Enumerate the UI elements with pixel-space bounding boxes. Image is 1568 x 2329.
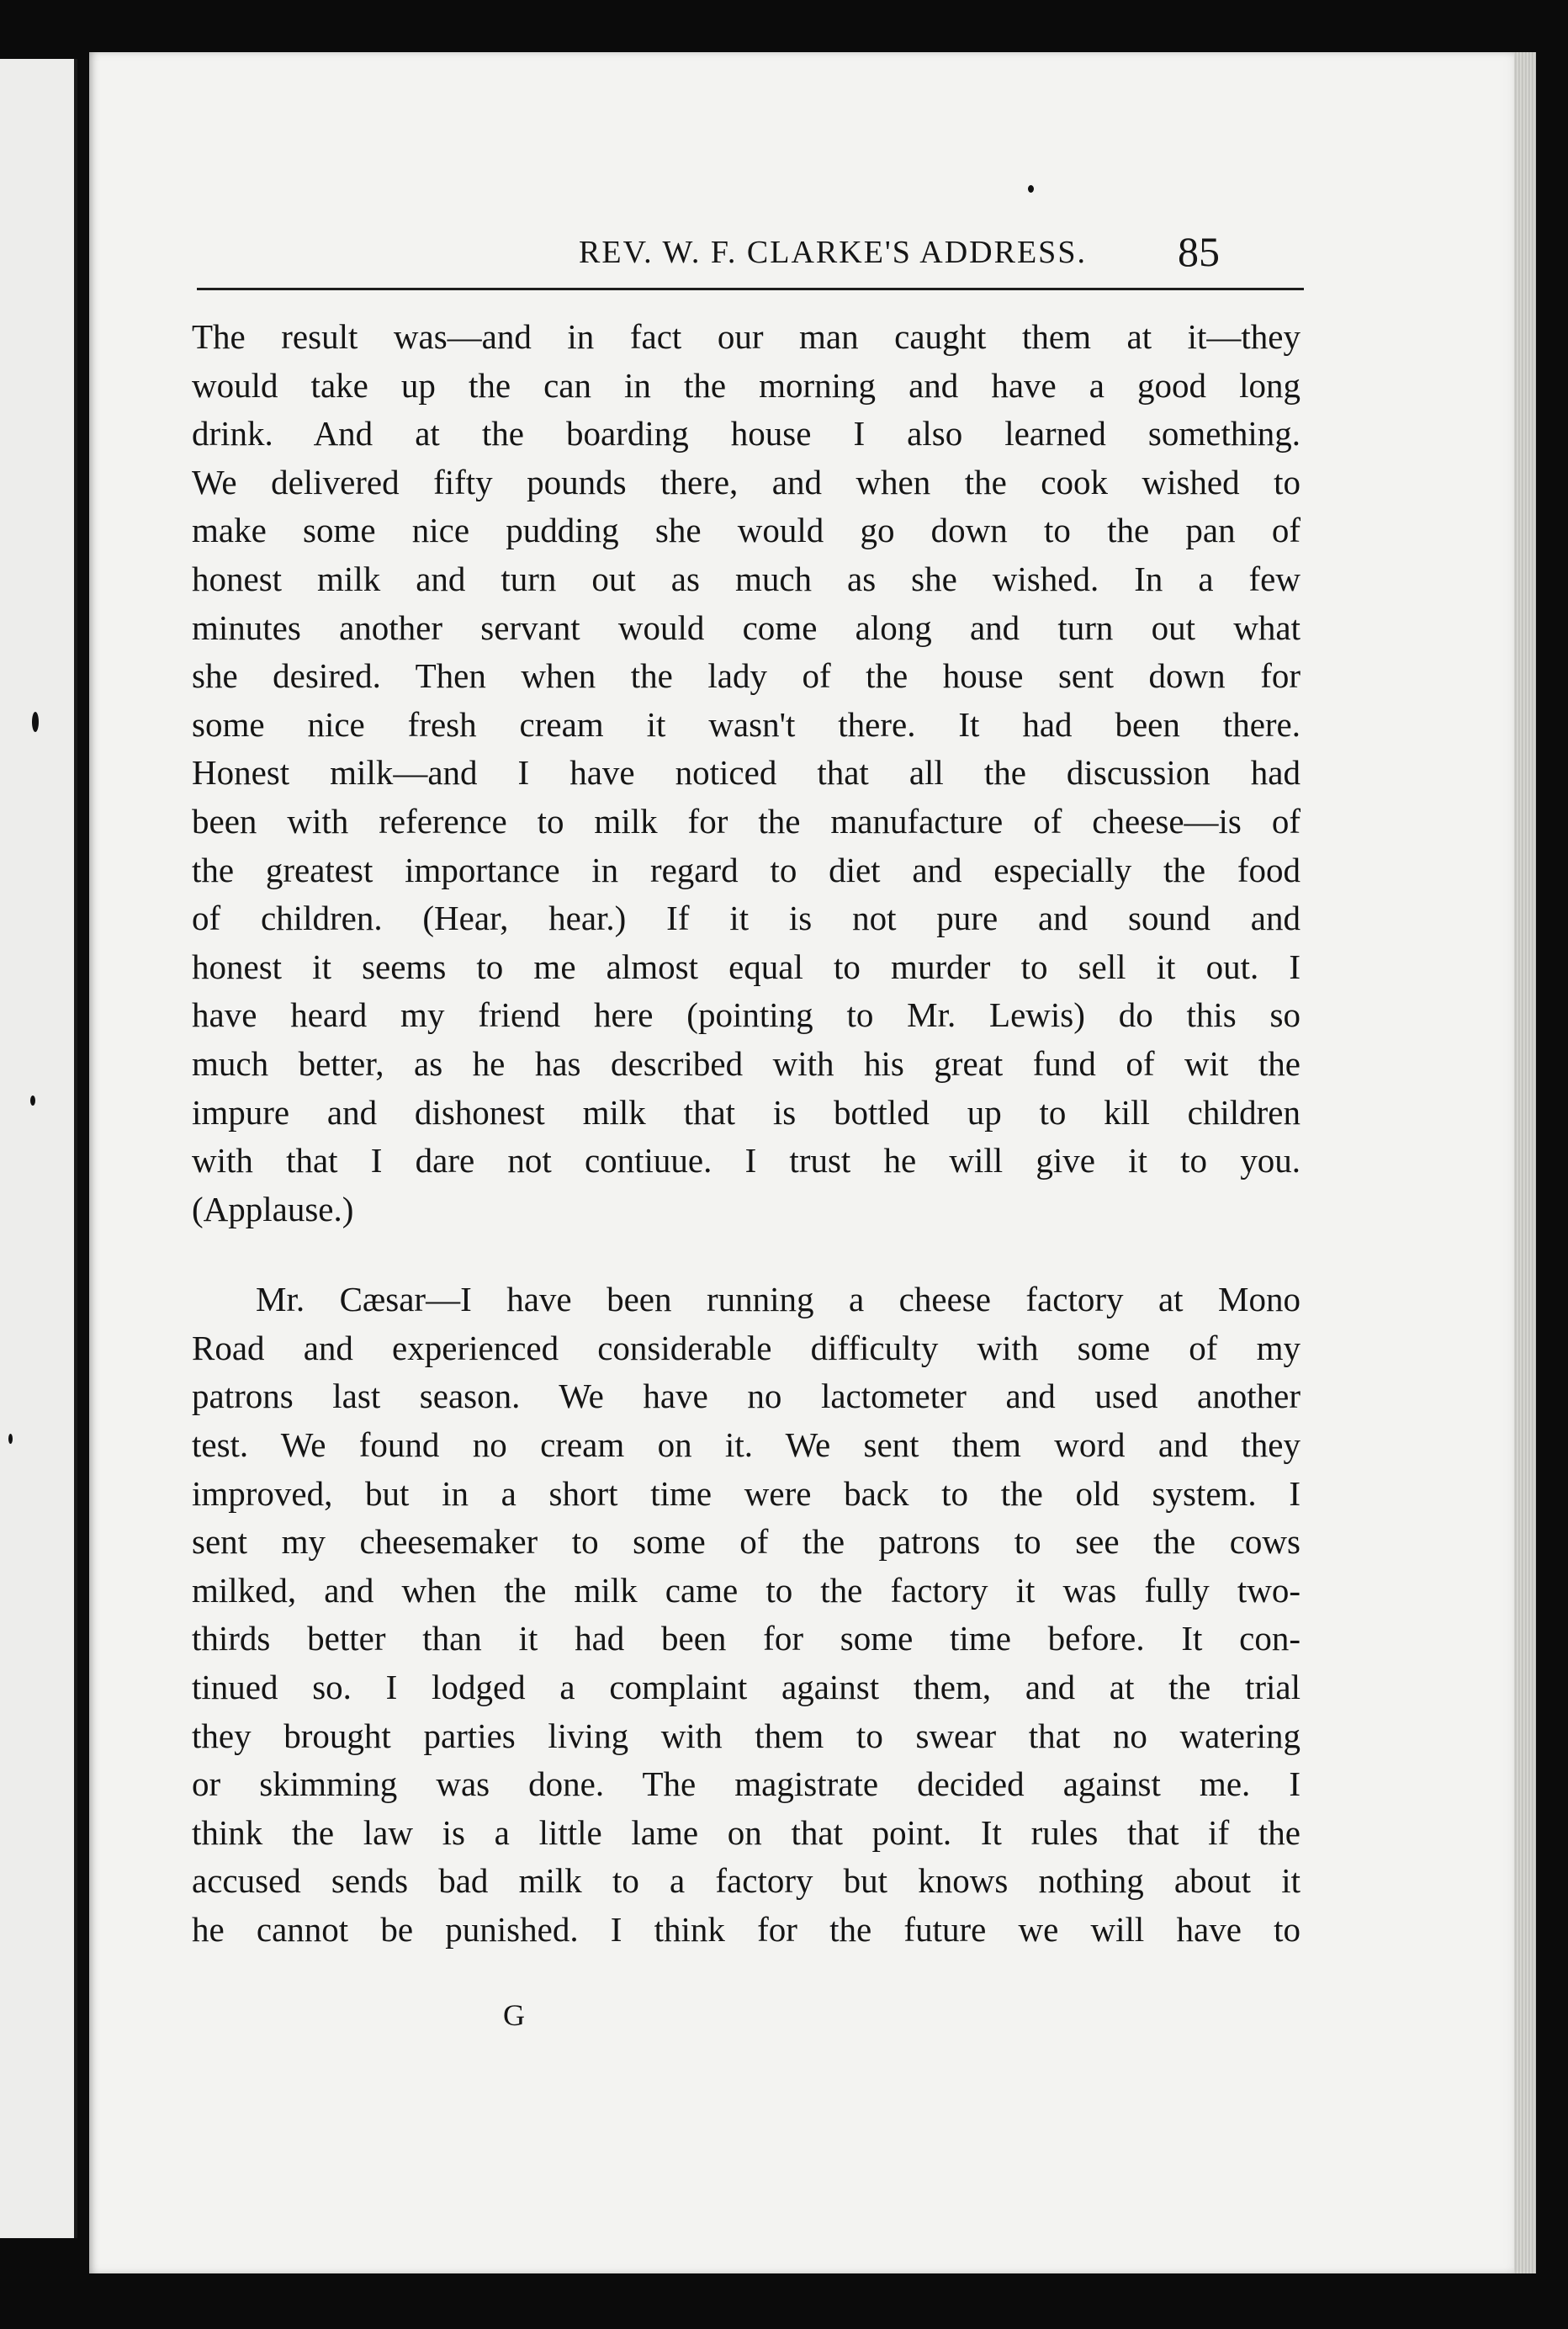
text-line: he cannot be punished. I think for the future we will have to <box>192 1910 1300 1949</box>
ink-speck <box>8 1434 13 1444</box>
text-line: would take up the can in the morning and have a good long <box>192 365 1300 405</box>
page-number: 85 <box>1178 228 1220 275</box>
running-head: REV. W. F. CLARKE'S ADDRESS. <box>579 235 1087 270</box>
text-line: minutes another servant would come along and turn out what <box>192 607 1300 647</box>
text-line: sent my cheesemaker to some of the patrons to see the cows <box>192 1522 1300 1562</box>
text-line: The result was—and in fact our man caught them at it—they <box>192 317 1300 356</box>
text-line: some nice fresh cream it wasn't there. It had been there. <box>192 704 1300 744</box>
text-line: or skimming was done. The magistrate decided against me. I <box>192 1764 1300 1804</box>
text-line: with that I dare not contiuue. I trust he will give it to you. <box>192 1141 1300 1180</box>
text-line: improved, but in a short time were back to the old system. I <box>192 1473 1300 1513</box>
facing-page-edge <box>0 59 77 2238</box>
page-fore-edge <box>1514 52 1536 2273</box>
body-text <box>192 313 1300 1955</box>
text-line: they brought parties living with them to swear that no watering <box>192 1716 1300 1755</box>
text-line: Road and experienced considerable difficulty with some of my <box>192 1328 1300 1367</box>
text-line: the greatest importance in regard to diet and especially the food <box>192 850 1300 889</box>
text-line: Honest milk—and I have noticed that all the discussion had <box>192 753 1300 793</box>
text-line: accused sends bad milk to a factory but knows nothing about it <box>192 1861 1300 1901</box>
ink-speck <box>1028 185 1034 193</box>
text-line: think the law is a little lame on that point. It rules that if the <box>192 1812 1300 1852</box>
text-line: she desired. Then when the lady of the house sent down for <box>192 656 1300 696</box>
text-line: test. We found no cream on it. We sent them word and they <box>192 1425 1300 1465</box>
ink-speck <box>32 712 39 732</box>
signature-mark: G <box>503 1998 525 2032</box>
paragraph <box>192 313 1300 1233</box>
paragraph <box>192 1276 1300 1954</box>
text-line: patrons last season. We have no lactometer and used another <box>192 1377 1300 1416</box>
text-line: drink. And at the boarding house I also learned something. <box>192 414 1300 454</box>
text-line: of children. (Hear, hear.) If it is not pure and sound and <box>192 899 1300 938</box>
text-line: honest milk and turn out as much as she wished. In a few <box>192 559 1300 598</box>
text-line: (Applause.) <box>192 1189 354 1228</box>
ink-speck <box>30 1096 35 1106</box>
text-line: tinued so. I lodged a complaint against them, and at the trial <box>192 1668 1300 1707</box>
text-line: have heard my friend here (pointing to Mr. Lewis) do this so <box>192 995 1300 1035</box>
text-line: impure and dishonest milk that is bottled up to kill children <box>192 1092 1300 1132</box>
paragraph-spacing <box>192 1233 1300 1276</box>
text-line: thirds better than it had been for some time before. It con- <box>192 1619 1300 1658</box>
text-line: honest it seems to me almost equal to murder to sell it out. I <box>192 947 1300 986</box>
text-line: much better, as he has described with his great fund of wit the <box>192 1043 1300 1083</box>
text-line: We delivered fifty pounds there, and when the cook wished to <box>192 462 1300 501</box>
text-line: been with reference to milk for the manufacture of cheese—is of <box>192 801 1300 841</box>
text-line: milked, and when the milk came to the factory it was fully two- <box>192 1570 1300 1610</box>
text-line: Mr. Cæsar—I have been running a cheese factory at Mono <box>256 1280 1300 1319</box>
header-rule <box>197 288 1304 290</box>
text-line: make some nice pudding she would go down to the pan of <box>192 511 1300 550</box>
